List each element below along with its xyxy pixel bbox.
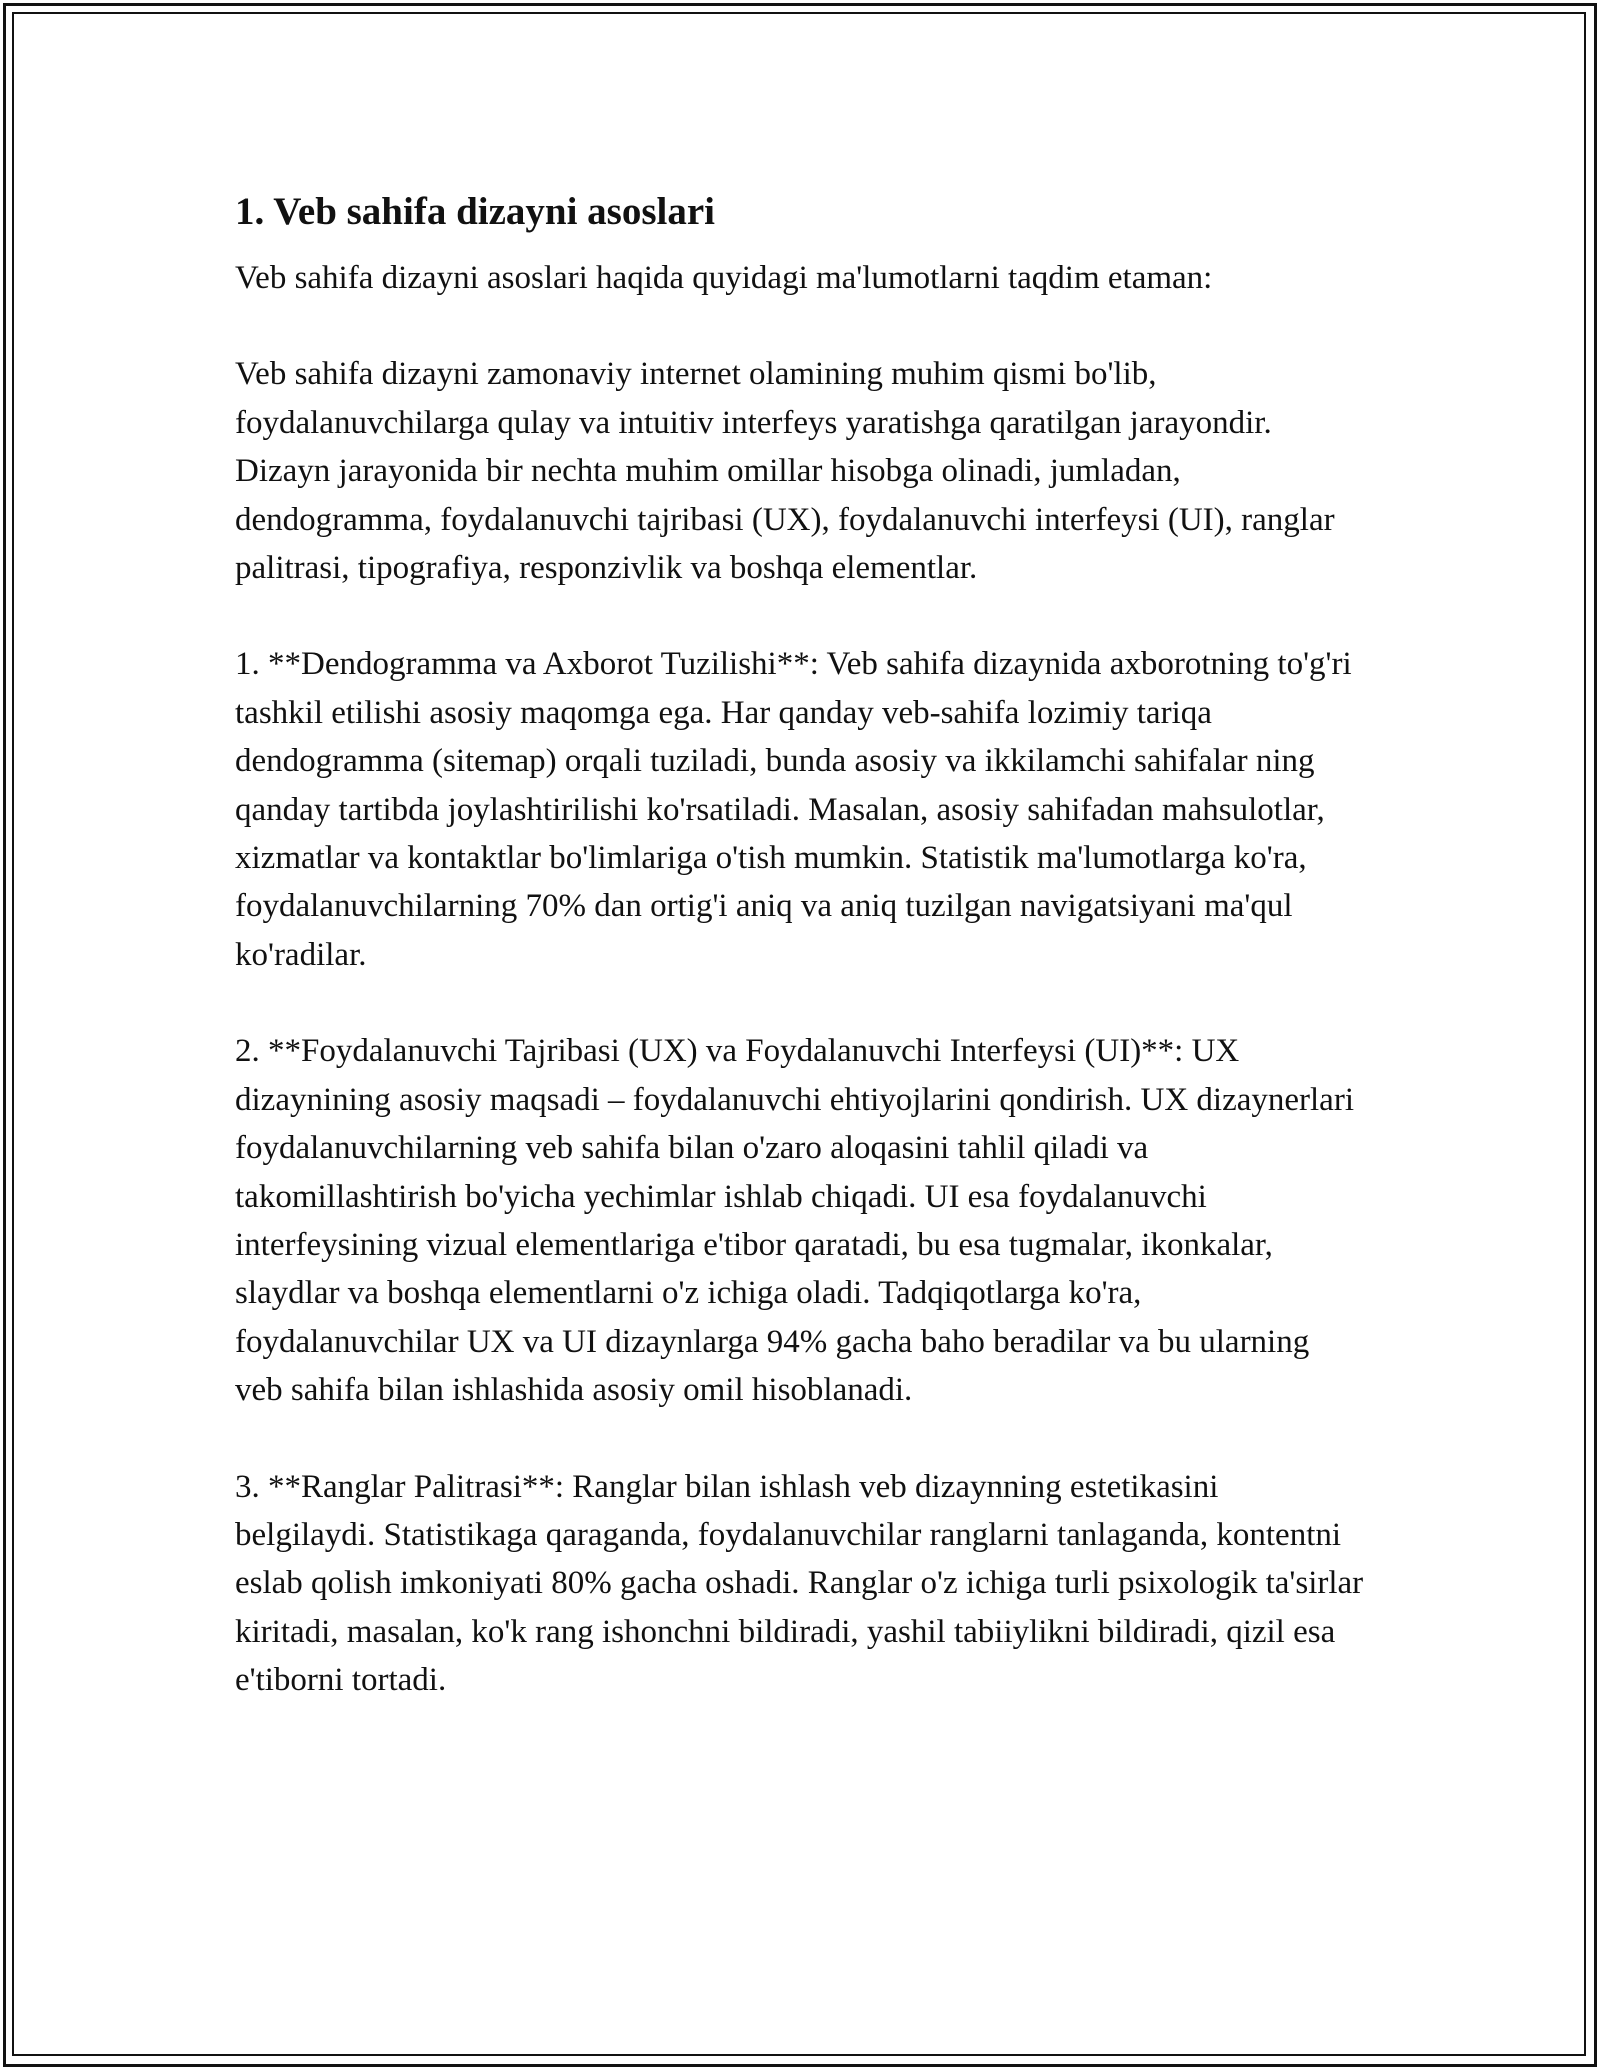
paragraph-ux-ui: 2. **Foydalanuvchi Tajribasi (UX) va Foydalanuvchi Interfeysi (UI)**: UX dizaynining asosiy maqsadi – foydalanuvchi ehtiyojlarini qondirish. UX dizaynerlari foydalanuvchilarning veb sahifa bilan o'zaro aloqasini tahlil qiladi va takomillashtirish bo'yicha yechimlar ishlab chiqadi. UI esa foydalanuvchi interfeysining vizual elementlariga e'tibor qaratadi, bu esa tugmalar, ikonkalar, slaydlar va boshqa elementlarni o'z ichiga oladi. Tadqiqotlarga ko'ra, foydalanuvchilar UX va UI dizaynlarga 94% gacha baho beradilar va bu ularning veb sahifa bilan ishlashida asosiy omil hisoblanadi.	[235, 1033, 1354, 1409]
paragraph-overview: Veb sahifa dizayni zamonaviy internet olamining muhim qismi bo'lib, foydalanuvchilarga qulay va intuitiv interfeys yaratishga qaratilgan jarayondir. Dizayn jarayonida bir nechta muhim omillar hisobga olinadi, jumladan, dendogramma, foydalanuvchi tajribasi (UX), foydalanuvchi interfeysi (UI), ranglar palitrasi, tipografiya, responzivlik va boshqa elementlar.	[235, 356, 1335, 587]
document-body	[235, 186, 1365, 1753]
paragraph-ranglar: 3. **Ranglar Palitrasi**: Ranglar bilan ishlash veb dizaynning estetikasini belgilaydi. Statistikaga qaraganda, foydalanuvchilar ranglarni tanlaganda, kontentni eslab qolish imkoniyati 80% gacha oshadi. Ranglar o'z ichiga turli psixologik ta'sirlar kiritadi, masalan, ko'k rang ishonchni bildiradi, yashil tabiiylikni bildiradi, qizil esa e'tiborni tortadi.	[235, 1468, 1364, 1699]
intro-paragraph: Veb sahifa dizayni asoslari haqida quyidagi ma'lumotlarni taqdim etaman:	[235, 260, 1213, 296]
document-title: 1. Veb sahifa dizayni asoslari	[235, 190, 716, 233]
paragraph-dendogramma: 1. **Dendogramma va Axborot Tuzilishi**: Veb sahifa dizaynida axborotning to'g'ri tashkil etilishi asosiy maqomga ega. Har qanday veb-sahifa lozimiy tariqa dendogramma (sitemap) orqali tuziladi, bunda asosiy va ikkilamchi sahifalar ning qanday tartibda joylashtirilishi ko'rsatiladi. Masalan, asosiy sahifadan mahsulotlar, xizmatlar va kontaktlar bo'limlariga o'tish mumkin. Statistik ma'lumotlarga ko'ra, foydalanuvchilarning 70% dan ortig'i aniq va aniq tuzilgan navigatsiyani ma'qul ko'radilar.	[235, 646, 1352, 973]
